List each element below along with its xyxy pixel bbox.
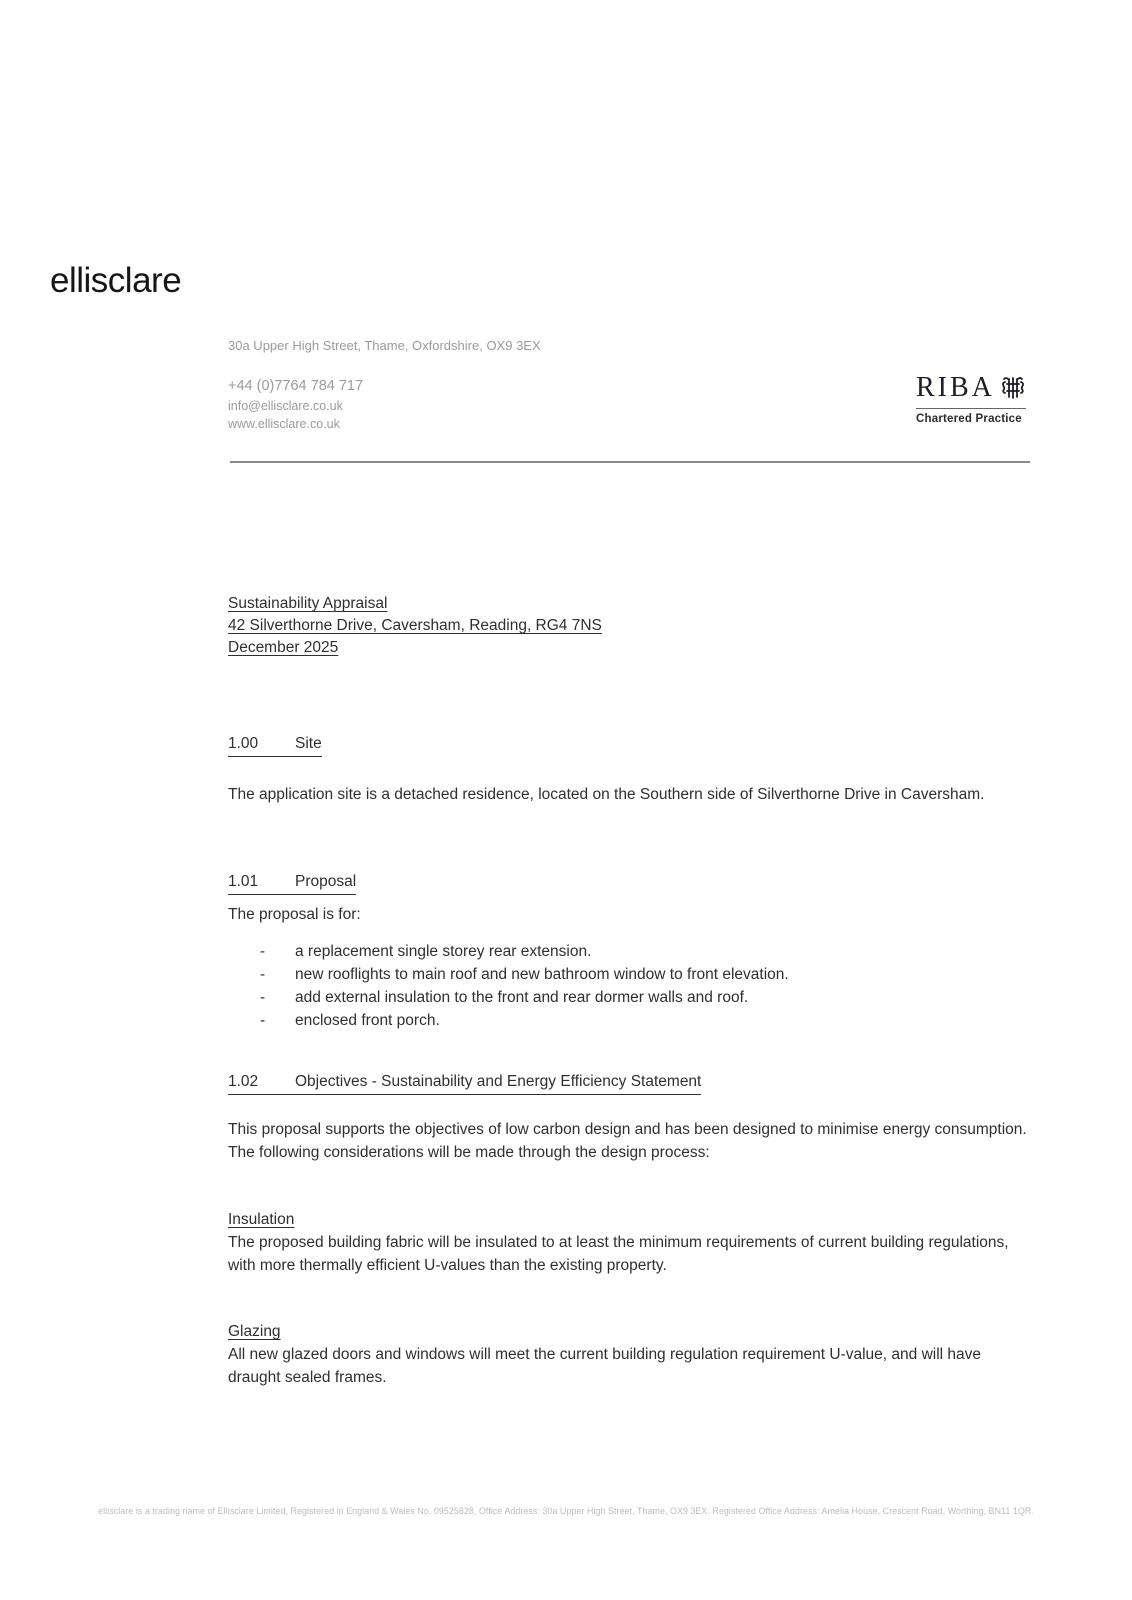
company-logo: ellisclare — [50, 261, 182, 300]
dash-bullet: - — [260, 943, 266, 960]
dash-bullet: - — [260, 1012, 266, 1029]
bullet-text: a replacement single storey rear extension. — [295, 943, 592, 960]
subsection-heading: Insulation — [228, 1211, 295, 1228]
legal-footer: ellisclare is a trading name of Ellisclare Limited, Registered in England & Wales No. 09525828, Office Address: 30a Upper High Street, Thame, OX9 3EX. Registered Office Address: Amelia House, Crescent Road, Worthing, BN11 1QR. — [98, 1506, 1034, 1516]
bullet-item — [228, 1009, 1034, 1032]
dash-bullet: - — [260, 989, 266, 1006]
bullet-text: enclosed front porch. — [295, 1012, 440, 1029]
bullet-item — [228, 940, 1034, 963]
subsection-body: The proposed building fabric will be insulated to at least the minimum requirements of current building regulations, with more thermally efficient U-values than the existing property. — [228, 1234, 1013, 1274]
contact-block — [228, 338, 541, 435]
section-heading-proposal — [228, 873, 356, 895]
subsection-body: All new glazed doors and windows will meet the current building regulation requirement U-value, and will have draught sealed frames. — [228, 1346, 986, 1386]
section-title: Proposal — [295, 873, 357, 890]
office-address: 30a Upper High Street, Thame, Oxfordshire, OX9 3EX — [228, 338, 541, 353]
phone-number: +44 (0)7764 784 717 — [228, 378, 364, 394]
document-title-block — [228, 593, 602, 659]
document-title: Sustainability Appraisal — [228, 595, 388, 612]
riba-divider — [916, 408, 1026, 409]
bullet-item — [228, 963, 1034, 986]
section-title: Objectives - Sustainability and Energy Efficiency Statement — [295, 1073, 702, 1090]
riba-badge — [916, 372, 1030, 425]
document-date: December 2025 — [228, 639, 339, 656]
section-number: 1.01 — [228, 873, 259, 890]
proposal-bullet-list — [228, 940, 1034, 1032]
section-number: 1.02 — [228, 1073, 259, 1090]
bullet-item — [228, 986, 1034, 1009]
section-heading-inner — [228, 735, 322, 757]
section-number: 1.00 — [228, 735, 259, 752]
riba-wordmark: RIBA — [916, 372, 995, 403]
bullet-text: new rooflights to main roof and new bathroom window to front elevation. — [295, 966, 789, 983]
dash-bullet: - — [260, 966, 266, 983]
subsection-heading: Glazing — [228, 1323, 281, 1340]
objectives-paragraph: This proposal supports the objectives of low carbon design and has been designed to minimise energy consumption. The following considerations will be made through the design process: — [228, 1121, 1036, 1161]
section-title: Site — [295, 735, 322, 752]
proposal-intro: The proposal is for: — [228, 906, 361, 923]
subsection-glazing — [228, 1320, 1034, 1389]
site-address-line: 42 Silverthorne Drive, Caversham, Reading, RG4 7NS — [228, 617, 602, 634]
subsection-insulation — [228, 1208, 1034, 1277]
header-divider — [230, 461, 1030, 463]
section-heading-objectives — [228, 1073, 701, 1095]
section-heading-inner — [228, 873, 356, 895]
section-heading-site — [228, 735, 322, 757]
riba-crest-icon — [1000, 374, 1026, 402]
email-address: info@ellisclare.co.uk — [228, 399, 343, 413]
bullet-text: add external insulation to the front and rear dormer walls and roof. — [295, 989, 749, 1006]
website-url: www.ellisclare.co.uk — [228, 417, 340, 431]
site-paragraph: The application site is a detached residence, located on the Southern side of Silverthorne Drive in Caversham. — [228, 786, 985, 803]
section-heading-inner — [228, 1073, 701, 1095]
riba-subtitle: Chartered Practice — [916, 413, 1022, 425]
riba-wordmark-row — [916, 372, 1030, 404]
